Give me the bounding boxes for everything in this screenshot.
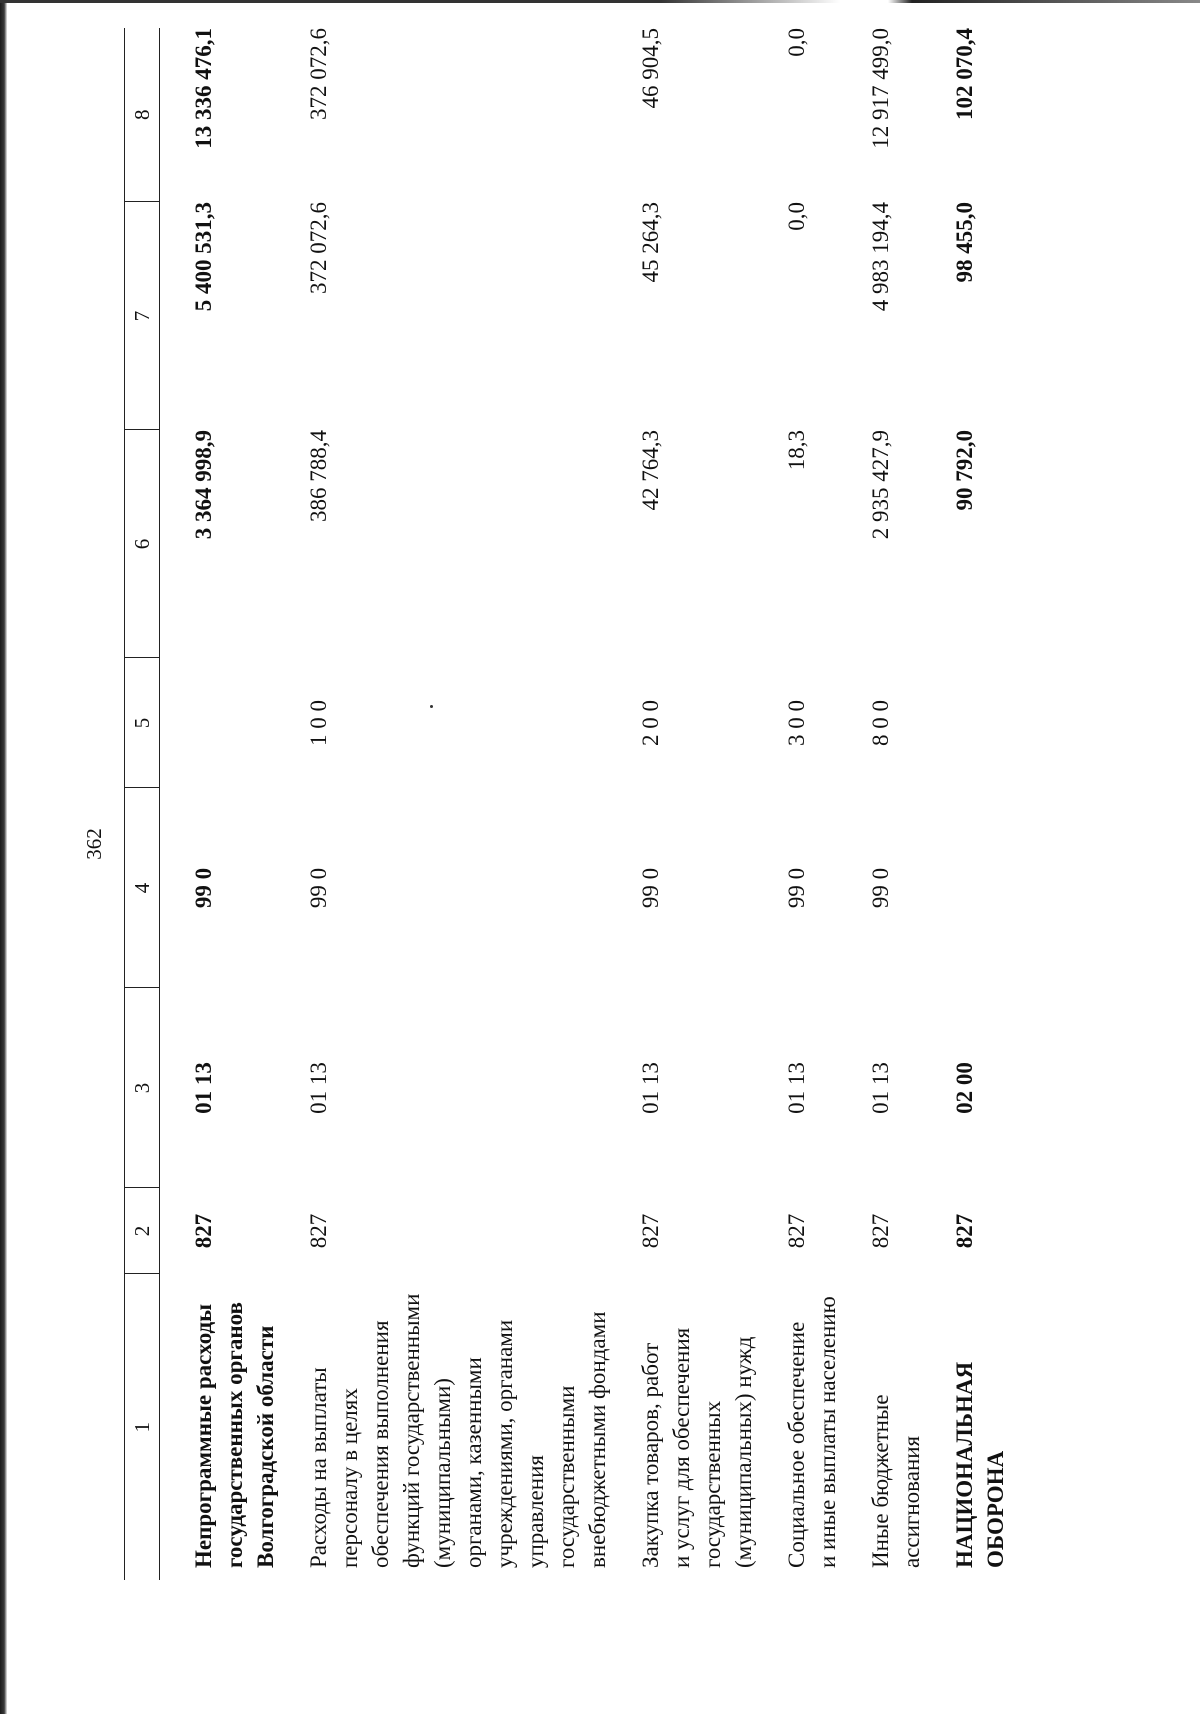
column-header: 2 <box>125 1188 160 1274</box>
amount-col-6: 386 788,4 <box>306 430 331 522</box>
expense-type <box>160 658 282 788</box>
row-name-line: и иные выплаты населению <box>815 1296 840 1568</box>
table-row <box>303 28 613 1580</box>
table-row <box>160 28 282 1580</box>
amount-col-6: 90 792,0 <box>952 430 977 511</box>
amount-col-6: 2 935 427,9 <box>868 430 893 540</box>
table-body <box>160 28 1012 1580</box>
target-article: 99 0 <box>868 867 893 909</box>
section-code: 01 13 <box>306 1062 331 1114</box>
amount-col-8: 372 072,6 <box>306 28 331 120</box>
row-spacer <box>281 28 303 1580</box>
amount-col-7: 0,0 <box>784 202 809 231</box>
spacer-cell <box>759 28 781 1580</box>
row-name-line: (муниципальными) <box>430 1378 455 1568</box>
amount-col-6: 42 764,3 <box>638 430 663 511</box>
department-code: 827 <box>868 1213 893 1249</box>
row-spacer <box>843 28 865 1580</box>
row-spacer <box>759 28 781 1580</box>
amount-col-7: 98 455,0 <box>952 202 977 283</box>
spacer-cell <box>281 28 303 1580</box>
expense-type: 2 0 0 <box>638 700 663 746</box>
column-header: 3 <box>125 988 160 1188</box>
table-row <box>865 28 927 1580</box>
amount-col-8: 12 917 499,0 <box>868 28 893 149</box>
row-name-line: внебюджетными фондами <box>585 1311 610 1568</box>
department-code: 827 <box>638 1213 663 1249</box>
row-name-line: НАЦИОНАЛЬНАЯ ОБОРОНА <box>952 1361 1008 1568</box>
row-name-line: Закупка товаров, работ <box>638 1342 663 1568</box>
row-name-line: учреждениями, органами <box>492 1319 517 1568</box>
row-name-line: Иные бюджетные <box>868 1394 893 1568</box>
row-name <box>949 1274 1011 1580</box>
department-code: 827 <box>306 1213 331 1249</box>
row-spacer <box>613 28 635 1580</box>
target-article <box>949 788 1011 988</box>
section-code: 01 13 <box>191 1062 216 1114</box>
table-row <box>949 28 1011 1580</box>
page-number: 362 <box>82 828 106 860</box>
expense-type: 8 0 0 <box>868 700 893 746</box>
row-name-line: обеспечения выполнения <box>368 1320 393 1568</box>
row-name <box>865 1274 927 1580</box>
row-name-line: государственных <box>700 1400 725 1568</box>
row-name-line: Расходы на выплаты <box>306 1367 331 1568</box>
row-name-line: ассигнования <box>899 1435 924 1568</box>
section-code: 01 13 <box>784 1062 809 1114</box>
section-code: 01 13 <box>638 1062 663 1114</box>
expense-type <box>949 658 1011 788</box>
column-header: 5 <box>125 658 160 788</box>
row-name-line: и услуг для обеспечения <box>669 1327 694 1568</box>
department-code: 827 <box>784 1213 809 1249</box>
row-name-line: персоналу в целях <box>337 1388 362 1568</box>
row-name <box>781 1274 843 1580</box>
amount-col-7: 372 072,6 <box>306 202 331 294</box>
row-name-line: функций государственными <box>399 1293 424 1568</box>
spacer-cell <box>843 28 865 1580</box>
row-spacer <box>927 28 949 1580</box>
column-header: 8 <box>125 28 160 202</box>
row-name-line: государственных органов <box>222 1302 247 1568</box>
section-code: 02 00 <box>952 1062 977 1114</box>
row-name-line: органами, казенными <box>461 1357 486 1568</box>
department-code: 827 <box>191 1213 216 1249</box>
section-code: 01 13 <box>868 1062 893 1114</box>
row-name <box>160 1274 282 1580</box>
scan-speck <box>430 705 433 708</box>
amount-col-7: 45 264,3 <box>638 202 663 283</box>
column-number-header <box>125 28 160 1580</box>
budget-table <box>124 28 1011 1580</box>
row-name-line: (муниципальных) нужд <box>731 1336 756 1568</box>
amount-col-8: 102 070,4 <box>952 28 977 120</box>
table-row <box>635 28 759 1580</box>
row-name-line: Непрограммные расходы <box>191 1303 216 1568</box>
spacer-cell <box>613 28 635 1580</box>
amount-col-8: 0,0 <box>784 28 809 57</box>
column-header: 4 <box>125 788 160 988</box>
table-row <box>781 28 843 1580</box>
row-name-line: Волгоградской области <box>253 1325 278 1568</box>
row-name <box>303 1274 613 1580</box>
amount-col-8: 46 904,5 <box>638 28 663 109</box>
row-name-line: Социальное обеспечение <box>784 1321 809 1568</box>
spacer-cell <box>927 28 949 1580</box>
row-name-line: управления <box>523 1455 548 1568</box>
expense-type: 1 0 0 <box>306 700 331 746</box>
row-name-line: государственными <box>554 1385 579 1568</box>
expense-type: 3 0 0 <box>784 700 809 746</box>
amount-col-6: 18,3 <box>784 430 809 471</box>
target-article: 99 0 <box>191 867 216 909</box>
amount-col-7: 5 400 531,3 <box>191 202 216 312</box>
column-header: 7 <box>125 202 160 430</box>
amount-col-8: 13 336 476,1 <box>191 28 216 149</box>
target-article: 99 0 <box>784 867 809 909</box>
target-article: 99 0 <box>638 867 663 909</box>
column-header: 6 <box>125 430 160 658</box>
amount-col-6: 3 364 998,9 <box>191 430 216 540</box>
row-name <box>635 1274 759 1580</box>
amount-col-7: 4 983 194,4 <box>868 202 893 312</box>
target-article: 99 0 <box>306 867 331 909</box>
column-header: 1 <box>125 1274 160 1580</box>
department-code: 827 <box>952 1213 977 1249</box>
